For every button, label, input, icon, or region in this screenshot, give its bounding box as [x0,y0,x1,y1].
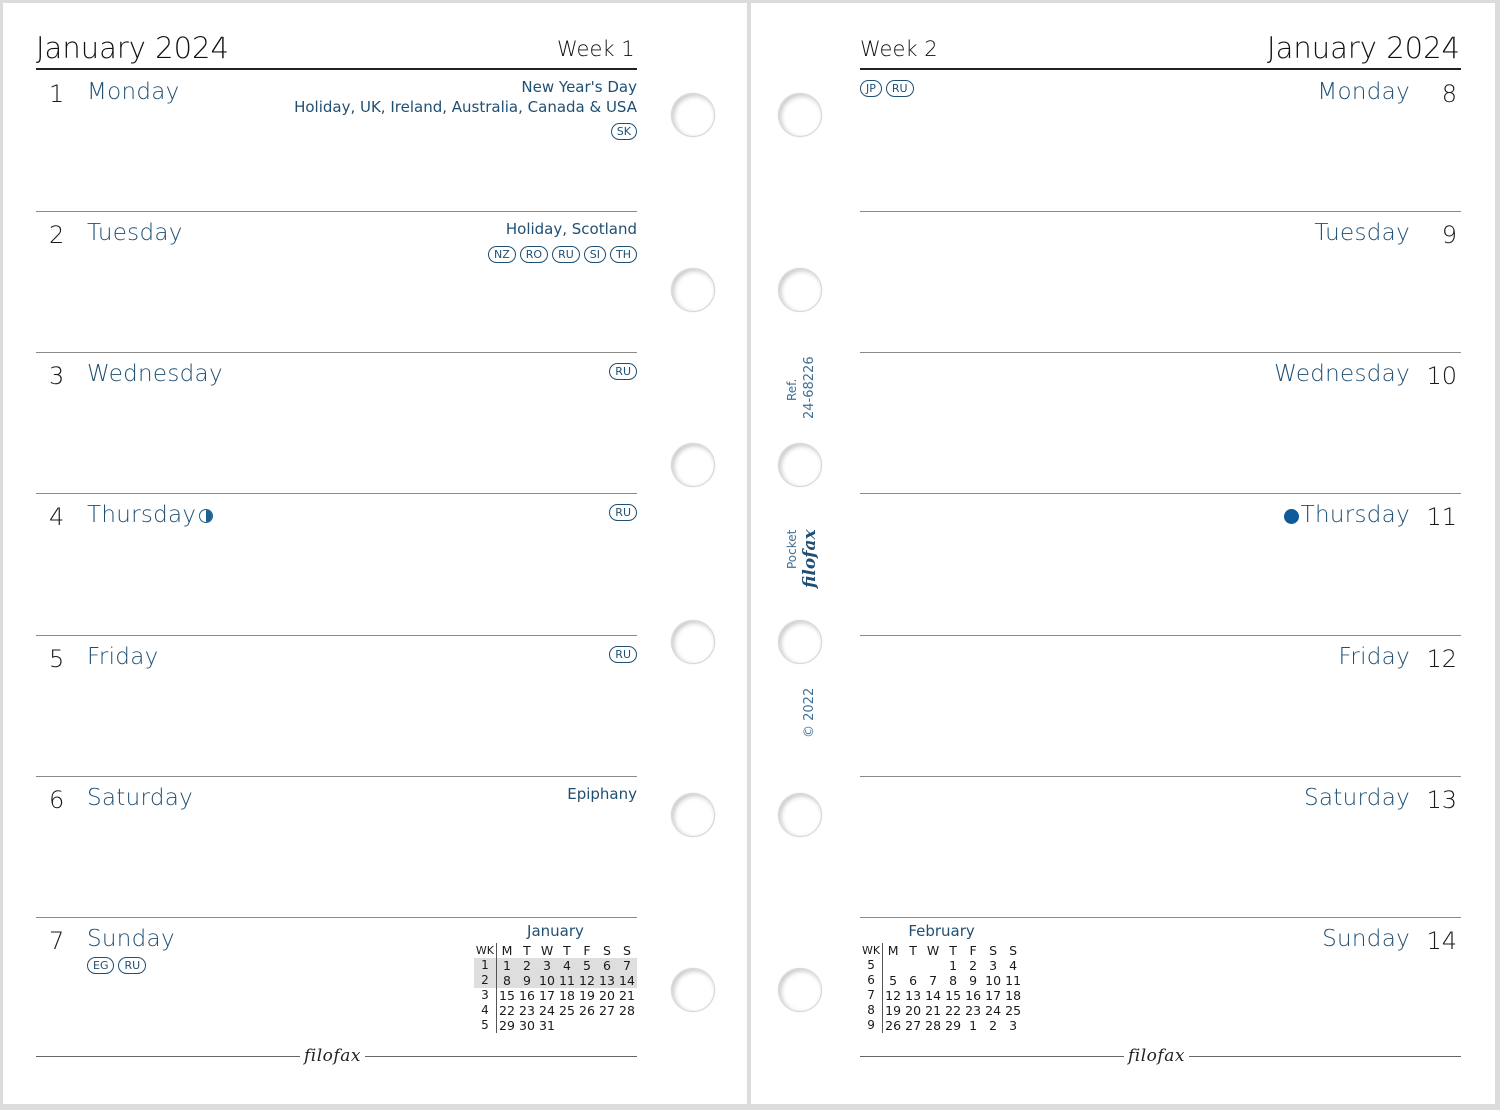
day-block-1[interactable] [36,70,637,211]
mini-calendar-date: 1 [969,1018,978,1033]
mini-calendar-date: 21 [619,988,635,1003]
day-number: 3 [49,362,65,390]
mini-calendar-header: F [969,943,977,958]
country-badge: SI [584,246,606,263]
mini-calendar-date: 8 [949,973,958,988]
mini-calendar-date [597,1018,617,1033]
day-divider [860,776,1461,777]
mini-calendar-week-row [860,988,1023,1003]
day-divider [36,211,637,212]
mini-calendar-week-row [474,988,637,1003]
country-badge: RO [520,246,548,263]
day-number: 9 [1441,221,1457,249]
binder-hole [671,93,715,137]
mini-calendar-date: 4 [1009,958,1018,973]
mini-calendar-date: 13 [597,973,617,988]
ref-label: Ref. [785,378,799,401]
mini-calendar-date [923,958,943,973]
mini-calendar-date: 5 [577,958,597,973]
mini-calendar-date: 29 [945,1018,962,1033]
day-name: Tuesday [87,220,183,246]
binder-hole [671,443,715,487]
mini-calendar-date: 24 [539,1003,555,1018]
country-badges [609,363,637,380]
month-title: January 2024 [1267,31,1460,65]
mini-calendar-date: 4 [557,958,577,973]
mini-calendar-date: 12 [577,973,597,988]
day-name: Saturday [87,785,194,811]
mini-calendar-date [617,1018,637,1033]
binder-hole [778,620,822,664]
mini-calendar-date: 28 [925,1018,942,1033]
day-block-12[interactable] [860,635,1461,776]
mini-calendar-date: 19 [579,988,595,1003]
mini-calendar-header: S [989,943,998,958]
mini-calendar-week-number: 8 [860,1003,883,1018]
mini-calendar-date: 6 [597,958,617,973]
mini-calendar-date: 25 [1005,1003,1022,1018]
country-badges [611,123,637,140]
mini-calendar-date: 9 [969,973,978,988]
mini-calendar-header: F [583,943,591,958]
day-number: 13 [1426,786,1457,814]
country-badge: RU [609,504,637,521]
day-block-10[interactable] [860,352,1461,493]
mini-calendar-date: 29 [499,1018,515,1033]
right-diary-page [751,3,1495,1104]
country-badge: TH [610,246,637,263]
filofax-logo: filofax [1124,1046,1189,1066]
mini-calendar-week-number: 6 [860,973,883,988]
country-badges [87,957,146,974]
day-block-7[interactable] [36,917,637,1042]
country-badge: RU [118,957,146,974]
day-divider [36,352,637,353]
mini-calendar-header: S [603,943,611,958]
day-name: Thursday [87,502,197,528]
mini-calendar-date [903,958,923,973]
day-number: 8 [1441,80,1457,108]
mini-calendar-week-number: 9 [860,1018,883,1033]
mini-calendar-date: 5 [889,973,898,988]
filofax-logo: filofax [300,1046,365,1066]
mini-calendar-date: 10 [537,973,557,988]
mini-calendar-date: 15 [499,988,515,1003]
mini-calendar-week-row [474,958,637,973]
mini-calendar-date: 13 [905,988,922,1003]
mini-calendar-date: 20 [599,988,615,1003]
day-block-14[interactable] [860,917,1461,1042]
holiday-label: Holiday, Scotland [505,220,637,238]
binder-hole [778,968,822,1012]
binder-hole [671,793,715,837]
country-badges [609,646,637,663]
mini-calendar-header: M [501,943,513,958]
day-number: 14 [1426,927,1457,955]
day-block-2[interactable] [36,211,637,352]
filofax-brand: filofax [800,529,820,588]
day-divider [36,493,637,494]
holiday-label: Epiphany [567,785,637,803]
mini-calendar-week-row [474,1018,637,1033]
mini-calendar-week-number: 5 [860,958,883,973]
day-block-3[interactable] [36,352,637,493]
country-badges [488,246,637,263]
mini-calendar-date: 27 [905,1018,922,1033]
day-name: Friday [87,644,159,670]
month-title: January 2024 [36,31,229,65]
mini-calendar-week-number: 1 [474,958,497,973]
mini-calendar-date: 2 [969,958,978,973]
country-badge: RU [886,80,914,97]
mini-calendar-week-number: 7 [860,988,883,1003]
mini-calendar-date: 18 [1005,988,1022,1003]
day-number: 5 [49,645,65,673]
day-divider [36,776,637,777]
country-badge: NZ [488,246,516,263]
mini-calendar-date: 7 [929,973,938,988]
day-number: 7 [49,927,65,955]
day-number: 6 [49,786,65,814]
mini-calendar-title: January [527,922,584,940]
day-name: Saturday [1303,785,1410,811]
mini-calendar-week-row [860,1003,1023,1018]
day-block-4[interactable] [36,493,637,634]
mini-calendar-january [474,922,637,1033]
mini-calendar-date: 27 [599,1003,615,1018]
week-title: Week 1 [557,37,635,61]
mini-calendar-date: 17 [985,988,1002,1003]
day-block-6[interactable] [36,776,637,917]
mini-calendar-date: 2 [989,1018,998,1033]
mini-calendar-header: W [926,943,940,958]
size-label: Pocket [785,529,799,569]
day-block-13[interactable] [860,776,1461,917]
day-divider [860,352,1461,353]
mini-calendar-date: 23 [965,1003,982,1018]
mini-calendar-header: W [540,943,554,958]
mini-calendar-header: T [949,943,957,958]
mini-calendar-week-number: 4 [474,1003,497,1018]
mini-calendar-date: 1 [949,958,958,973]
mini-calendar-date: 25 [559,1003,575,1018]
mini-calendar-date: 31 [539,1018,555,1033]
mini-calendar-header: T [909,943,917,958]
mini-calendar-date: 10 [985,973,1002,988]
mini-calendar-date: 3 [1009,1018,1018,1033]
mini-calendar-date: 2 [517,958,537,973]
day-name: Monday [1317,79,1410,105]
country-badge: SK [611,123,637,140]
binder-hole [778,443,822,487]
mini-calendar-header: T [563,943,571,958]
mini-calendar-week-row [860,973,1023,988]
mini-calendar-grid [860,943,1023,1033]
country-badge: RU [609,363,637,380]
ref-number: 24-68226 [802,356,817,419]
mini-calendar-date: 30 [519,1018,535,1033]
country-badge: EG [87,957,114,974]
mini-calendar-date: 19 [885,1003,902,1018]
binder-hole [671,620,715,664]
mini-calendar-date: 15 [945,988,962,1003]
mini-calendar-grid [474,943,637,1033]
mini-calendar-date: 26 [579,1003,595,1018]
country-badge: RU [552,246,580,263]
mini-calendar-date: 6 [909,973,918,988]
day-number: 12 [1426,645,1457,673]
day-divider [860,917,1461,918]
day-number: 4 [49,503,65,531]
mini-calendar-date: 3 [537,958,557,973]
day-number: 1 [49,80,65,108]
day-name: Monday [87,79,180,105]
mini-calendar-week-number: 2 [474,973,497,988]
mini-calendar-date [883,958,904,973]
mini-calendar-date: 23 [519,1003,535,1018]
mini-calendar-week-row [474,1003,637,1018]
mini-calendar-date: 7 [617,958,637,973]
day-number: 2 [49,221,65,249]
holiday-label: Holiday, UK, Ireland, Australia, Canada & USA [294,98,637,116]
mini-calendar-date: 9 [517,973,537,988]
mini-calendar-header: WK [860,943,883,958]
day-name: Thursday [1300,502,1410,528]
mini-calendar-header: S [623,943,631,958]
day-number: 11 [1426,503,1457,531]
mini-calendar-week-row [860,958,1023,973]
mini-calendar-date: 8 [497,973,518,988]
mini-calendar-date: 11 [1005,973,1022,988]
day-number: 10 [1426,362,1457,390]
mini-calendar-date: 14 [925,988,942,1003]
mini-calendar-week-row [860,1018,1023,1033]
mini-calendar-date: 18 [559,988,575,1003]
day-block-9[interactable] [860,211,1461,352]
mini-calendar-date: 1 [497,958,518,973]
left-diary-page [3,3,747,1104]
mini-calendar-header: M [887,943,899,958]
mini-calendar-week-number: 3 [474,988,497,1003]
binder-hole [778,793,822,837]
day-divider [36,917,637,918]
mini-calendar-header: S [1009,943,1018,958]
mini-calendar-date: 22 [499,1003,515,1018]
mini-calendar-date: 11 [557,973,577,988]
day-name: Friday [1338,644,1410,670]
binder-hole [778,268,822,312]
day-divider [860,635,1461,636]
mini-calendar-date: 3 [989,958,998,973]
mini-calendar-date: 22 [945,1003,962,1018]
country-badge: JP [860,80,882,97]
day-name: Sunday [1322,926,1410,952]
mini-calendar-date: 16 [965,988,982,1003]
mini-calendar-date [577,1018,597,1033]
mini-calendar-date: 24 [985,1003,1002,1018]
mini-calendar-date: 12 [885,988,902,1003]
country-badge: RU [609,646,637,663]
mini-calendar-title: February [908,922,975,940]
mini-calendar-date: 17 [539,988,555,1003]
binder-hole [778,93,822,137]
day-divider [860,493,1461,494]
day-block-11[interactable] [860,493,1461,634]
day-block-8[interactable] [860,70,1461,211]
week-title: Week 2 [860,37,938,61]
mini-calendar-february [860,922,1023,1033]
binder-hole [671,968,715,1012]
binder-hole [671,268,715,312]
mini-calendar-header: T [523,943,531,958]
day-divider [36,635,637,636]
day-name: Tuesday [1314,220,1410,246]
mini-calendar-week-number: 5 [474,1018,497,1033]
holiday-label: New Year's Day [521,78,637,96]
first-quarter-moon-icon [199,509,213,523]
mini-calendar-date: 14 [617,973,637,988]
day-name: Wednesday [87,361,223,387]
day-block-5[interactable] [36,635,637,776]
mini-calendar-header: WK [474,943,497,958]
country-badges [609,504,637,521]
full-moon-icon [1284,509,1299,524]
day-name: Sunday [87,926,175,952]
mini-calendar-date: 21 [925,1003,942,1018]
day-divider [860,211,1461,212]
mini-calendar-date: 20 [905,1003,922,1018]
copyright: © 2022 [802,687,817,738]
day-name: Wednesday [1274,361,1410,387]
mini-calendar-date: 16 [519,988,535,1003]
mini-calendar-date: 28 [619,1003,635,1018]
mini-calendar-week-row [474,973,637,988]
mini-calendar-date: 26 [885,1018,902,1033]
mini-calendar-date [557,1018,577,1033]
